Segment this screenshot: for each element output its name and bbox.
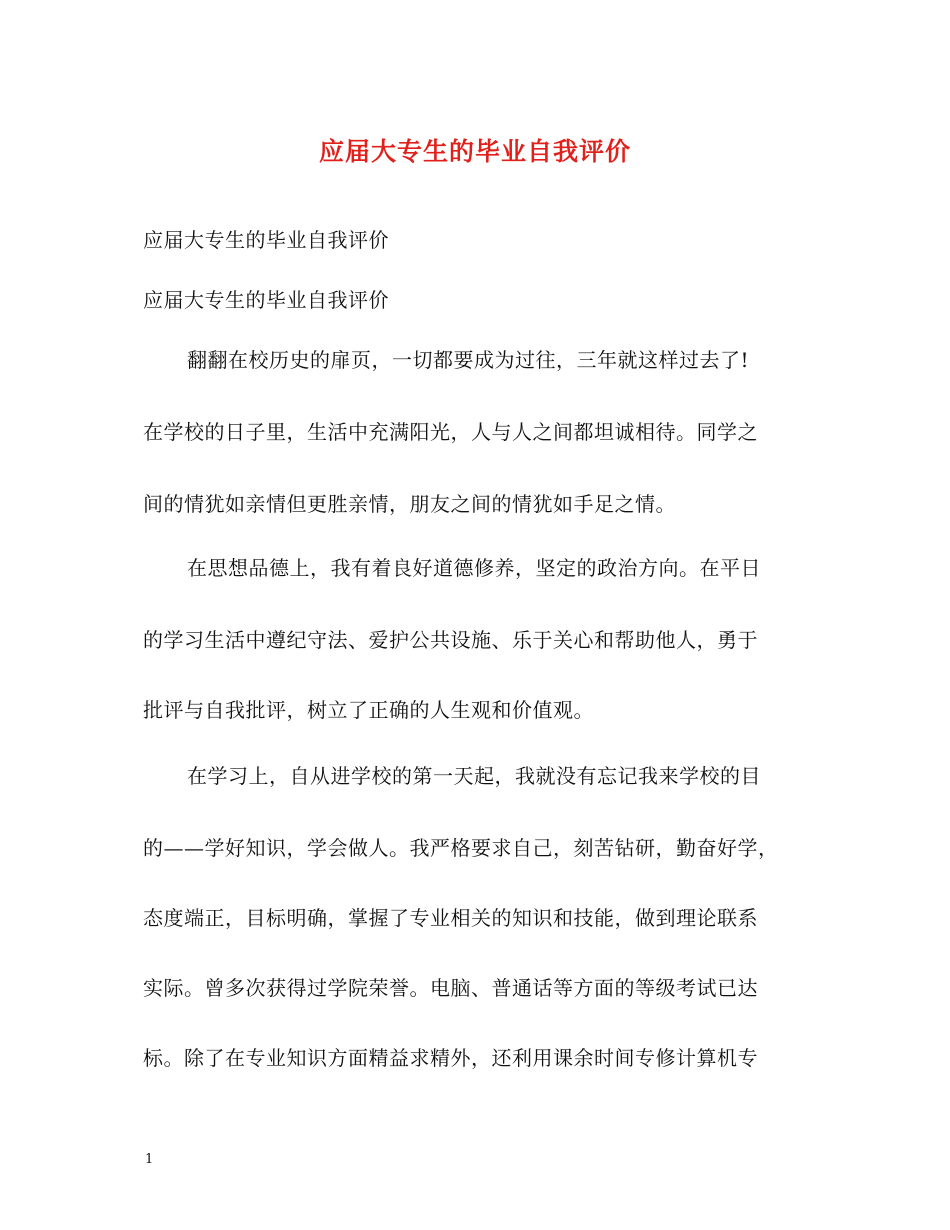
paragraph-4-line-5: 标。除了在专业知识方面精益求精外，还利用课余时间专修计算机专	[143, 1046, 758, 1070]
text-line-subtitle-1: 应届大专生的毕业自我评价	[143, 228, 389, 252]
paragraph-3-line-3: 批评与自我批评，树立了正确的人生观和价值观。	[143, 698, 594, 722]
paragraph-4-line-1: 在学习上，自从进学校的第一天起，我就没有忘记我来学校的目	[187, 764, 761, 788]
paragraph-3-line-2: 的学习生活中遵纪守法、爱护公共设施、乐于关心和帮助他人，勇于	[143, 628, 758, 652]
paragraph-4-line-3: 态度端正，目标明确，掌握了专业相关的知识和技能，做到理论联系	[143, 906, 758, 930]
paragraph-2-line-2: 间的情犹如亲情但更胜亲情，朋友之间的情犹如手足之情。	[143, 492, 676, 516]
paragraph-3-line-1: 在思想品德上，我有着良好道德修养，坚定的政治方向。在平日	[187, 556, 761, 580]
document-title: 应届大专生的毕业自我评价	[318, 137, 631, 166]
paragraph-1-line-1: 翻翻在校历史的扉页，一切都要成为过往，三年就这样过去了!	[187, 348, 750, 372]
paragraph-2-line-1: 在学校的日子里，生活中充满阳光，人与人之间都坦诚相待。同学之	[143, 420, 758, 444]
page-number: 1	[145, 1152, 154, 1167]
paragraph-4-line-2: 的——学好知识，学会做人。我严格要求自己，刻苦钻研，勤奋好学，	[143, 836, 779, 860]
text-line-subtitle-2: 应届大专生的毕业自我评价	[143, 288, 389, 312]
paragraph-4-line-4: 实际。曾多次获得过学院荣誉。电脑、普通话等方面的等级考试已达	[143, 976, 758, 1000]
